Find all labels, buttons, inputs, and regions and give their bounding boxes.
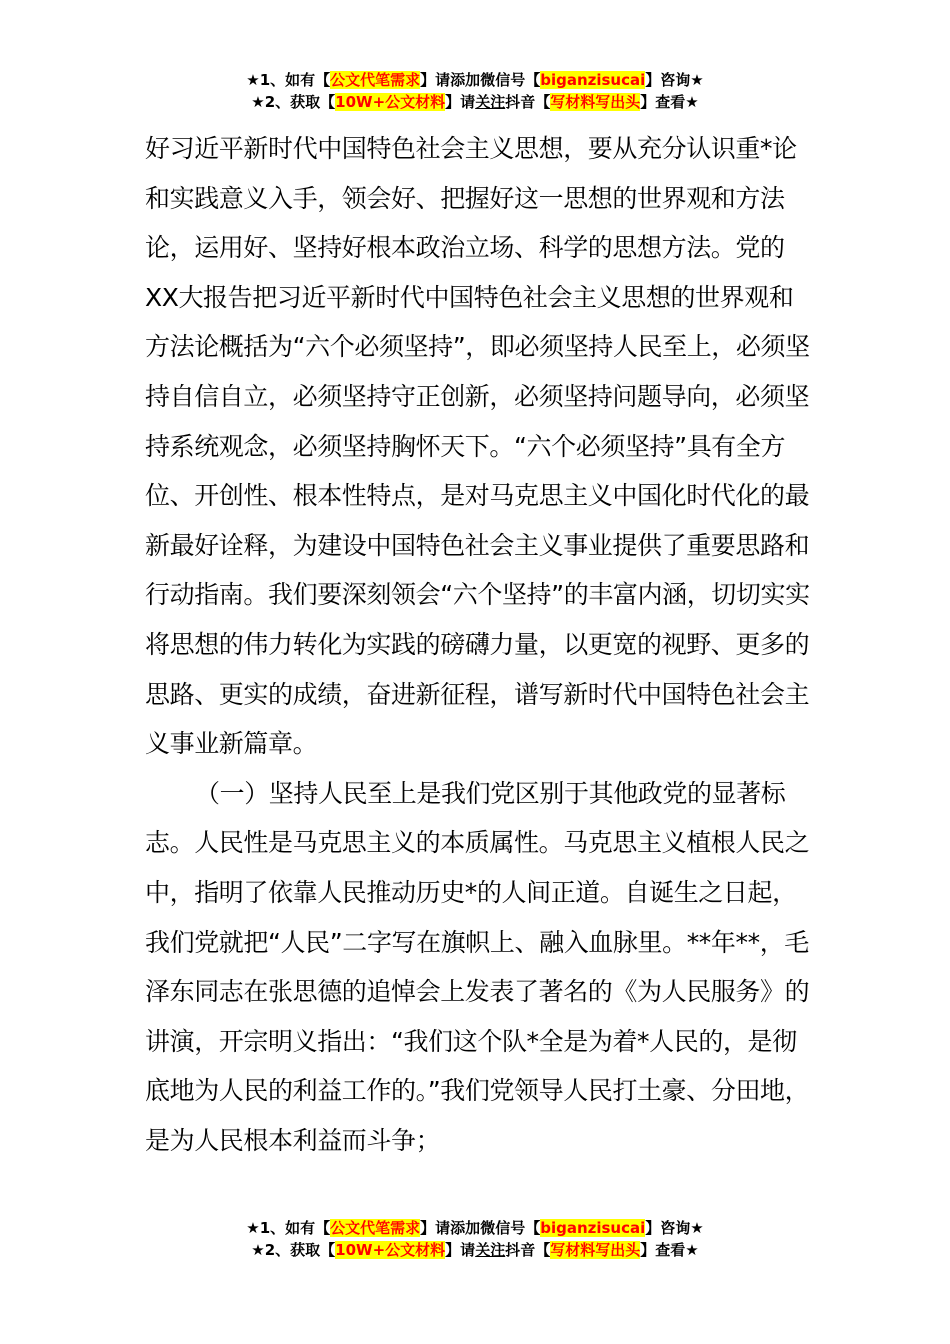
promo-text: 1、如有【 bbox=[259, 1219, 331, 1237]
promo-text: 】请添 bbox=[420, 71, 466, 89]
promo-highlight: 公文代笔需求 bbox=[330, 1219, 421, 1237]
promo-text: 2、获取【 bbox=[264, 93, 336, 111]
promo-text: 微信号【 bbox=[480, 1219, 541, 1237]
promo-text: 1、如有【 bbox=[259, 71, 331, 89]
promo-text: 微信号【 bbox=[480, 71, 541, 89]
promo-text: 加 bbox=[465, 1219, 481, 1237]
promo-highlight: 公文代笔需求 bbox=[330, 71, 421, 89]
promo-text: 2、获取【 bbox=[264, 1241, 336, 1259]
promo-highlight: 10W+公文材料 bbox=[335, 93, 446, 111]
promo-text: 抖音【 bbox=[505, 93, 551, 111]
star-icon: ★ bbox=[251, 93, 265, 111]
promo-highlight: 写材料写出头 bbox=[550, 1241, 641, 1259]
promo-text: 抖音【 bbox=[505, 1241, 551, 1259]
promo-text: 】咨询 bbox=[645, 71, 691, 89]
star-icon: ★ bbox=[246, 71, 260, 89]
promo-highlight: 10W+公文材料 bbox=[335, 1241, 446, 1259]
promo-text: 】请 bbox=[445, 93, 476, 111]
star-icon: ★ bbox=[251, 1241, 265, 1259]
star-icon: ★ bbox=[685, 93, 699, 111]
star-icon: ★ bbox=[690, 71, 704, 89]
promo-text: 】请 bbox=[445, 1241, 476, 1259]
star-icon: ★ bbox=[685, 1241, 699, 1259]
promo-text: 关注 bbox=[475, 1241, 506, 1259]
promo-text: 加 bbox=[465, 71, 481, 89]
star-icon: ★ bbox=[246, 1219, 260, 1237]
promo-text: 关注 bbox=[475, 93, 506, 111]
promo-text: 】请添 bbox=[420, 1219, 466, 1237]
promo-banner-top bbox=[0, 69, 950, 113]
paragraph-2: （一）坚持人民至上是我们党区别于其他政党的显著标志。人民性是马克思主义的本质属性。马克思主义植根人民之中，指明了依靠人民推动历史*的人间正道。自诞生之日起，我们党就把“人民”二字写在旗帜上、融入血脉里。**年**，毛泽东同志在张思德的追悼会上发表了著名的《为人民服务》的讲演，开宗明义指出：“我们这个队*全是为着*人民的，是彻底地为人民的利益工作的。”我们党领导人民打土豪、分田地，是为人民根本利益而斗争； bbox=[145, 778, 810, 1155]
promo-text: 】查看 bbox=[640, 93, 686, 111]
promo-highlight: biganzisucai bbox=[540, 71, 646, 89]
promo-text: 】咨询 bbox=[645, 1219, 691, 1237]
promo-line-2 bbox=[0, 91, 950, 113]
document-body bbox=[145, 124, 810, 1165]
star-icon: ★ bbox=[690, 1219, 704, 1237]
promo-highlight: biganzisucai bbox=[540, 1219, 646, 1237]
promo-highlight: 写材料写出头 bbox=[550, 93, 641, 111]
promo-banner-bottom bbox=[0, 1217, 950, 1261]
promo-line-1 bbox=[0, 69, 950, 91]
promo-line-2 bbox=[0, 1239, 950, 1261]
paragraph-1: 好习近平新时代中国特色社会主义思想，要从充分认识重*论和实践意义入手，领会好、把握好这一思想的世界观和方法论，运用好、坚持好根本政治立场、科学的思想方法。党的XX大报告把习近平新时代中国特色社会主义思想的世界观和方法论概括为“六个必须坚持”，即必须坚持人民至上，必须坚持自信自立，必须坚持守正创新，必须坚持问题导向，必须坚持系统观念，必须坚持胸怀天下。“六个必须坚持”具有全方位、开创性、根本性特点，是对马克思主义中国化时代化的最新最好诠释，为建设中国特色社会主义事业提供了重要思路和行动指南。我们要深刻领会“六个坚持”的丰富内涵，切切实实将思想的伟力转化为实践的磅礴力量，以更宽的视野、更多的思路、更实的成绩，奋进新征程，谱写新时代中国特色社会主义事业新篇章。 bbox=[145, 134, 810, 759]
promo-line-1 bbox=[0, 1217, 950, 1239]
promo-text: 】查看 bbox=[640, 1241, 686, 1259]
